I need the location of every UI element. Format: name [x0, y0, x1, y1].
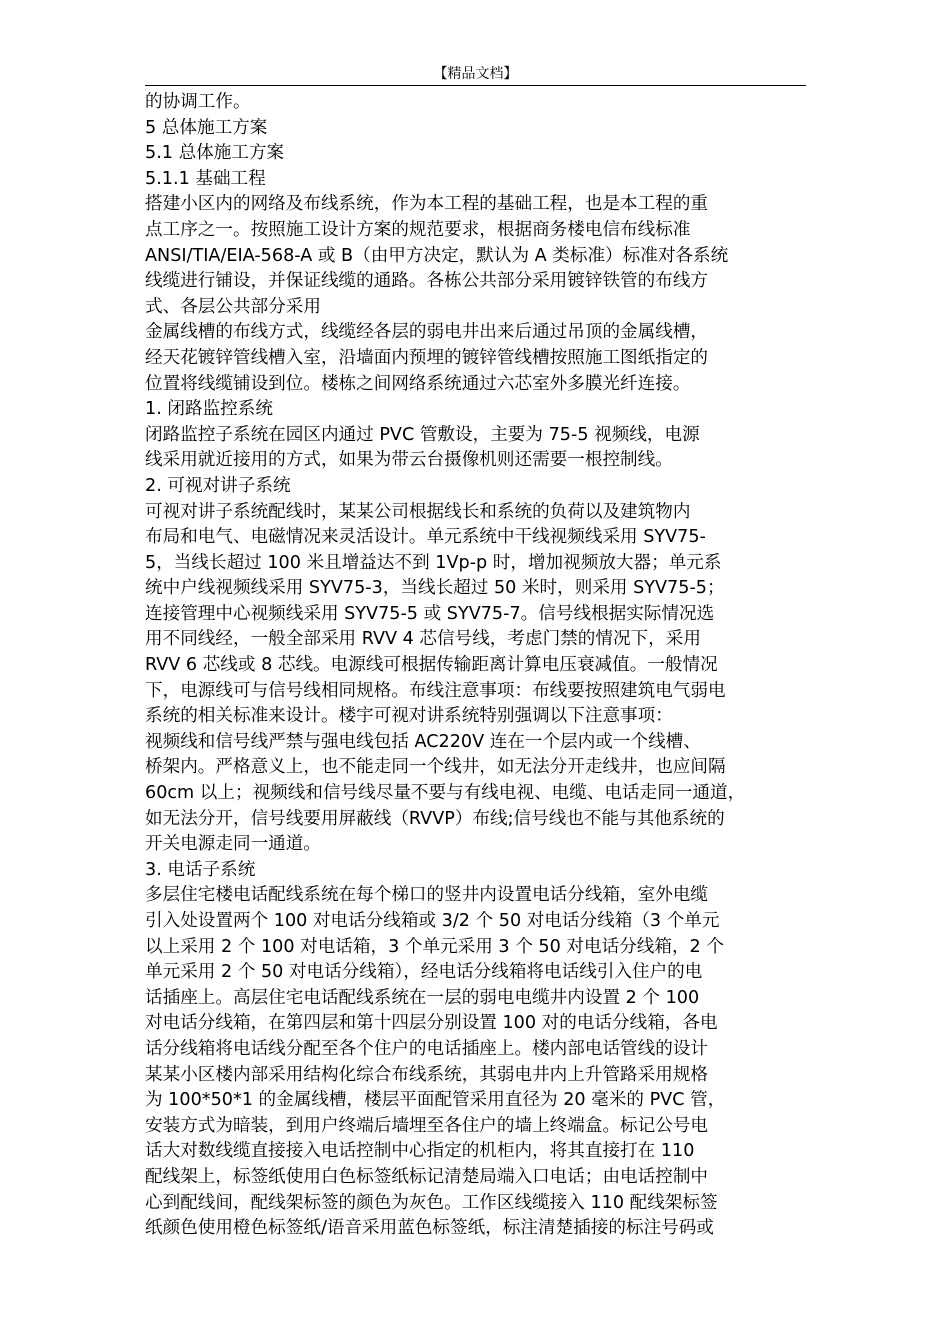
- text-line: 的协调工作。: [145, 92, 251, 112]
- text-line: 统中户线视频线采用 SYV75-3，当线长超过 50 米时，则采用 SYV75-5；: [145, 578, 725, 599]
- section-heading: 3. 电话子系统: [145, 859, 256, 880]
- text-line: 搭建小区内的网络及布线系统，作为本工程的基础工程，也是本工程的重: [145, 194, 709, 215]
- text-line: 式、各层公共部分采用: [145, 296, 321, 317]
- section-heading: 1. 闭路监控系统: [145, 399, 273, 420]
- text-line: 线缆进行铺设，并保证线缆的通路。各栋公共部分采用镀锌铁管的布线方: [145, 271, 709, 292]
- text-line: 以上采用 2 个 100 对电话箱，3 个单元采用 3 个 50 对电话分线箱，2 个: [145, 936, 724, 957]
- text-line: RVV 6 芯线或 8 芯线。电源线可根据传输距离计算电压衰减值。一般情况: [145, 655, 718, 676]
- text-line: 配线架上，标签纸使用白色标签纸标记清楚局端入口电话；由电话控制中: [145, 1166, 709, 1187]
- text-line: 下，电源线可与信号线相同规格。布线注意事项：布线要按照建筑电气弱电: [145, 680, 726, 701]
- text-line: 多层住宅楼电话配线系统在每个梯口的竖井内设置电话分线箱，室外电缆: [145, 885, 709, 906]
- document-body: [145, 90, 809, 1242]
- page-header: 【精品文档】: [433, 66, 518, 82]
- section-heading: 5.1.1 基础工程: [145, 168, 266, 189]
- text-line: 话分线箱将电话线分配至各个住户的电话插座上。楼内部电话管线的设计: [145, 1038, 709, 1059]
- text-line: 连接管理中心视频线采用 SYV75-5 或 SYV75-7。信号线根据实际情况选: [145, 603, 715, 624]
- text-line: 可视对讲子系统配线时，某某公司根据线长和系统的负荷以及建筑物内: [145, 501, 691, 522]
- text-line: 纸颜色使用橙色标签纸/语音采用蓝色标签纸，标注清楚插接的标注号码或: [145, 1218, 714, 1239]
- text-line: 引入处设置两个 100 对电话分线箱或 3/2 个 50 对电话分线箱（3 个单元: [145, 911, 720, 931]
- text-line: 安装方式为暗装，到用户终端后墙埋至各住户的墙上终端盒。标记公号电: [145, 1115, 709, 1136]
- section-heading: 5 总体施工方案: [145, 117, 268, 138]
- text-line: 闭路监控子系统在园区内通过 PVC 管敷设，主要为 75-5 视频线，电源: [145, 424, 700, 445]
- text-line: 点工序之一。按照施工设计方案的规范要求，根据商务楼电信布线标准: [145, 219, 691, 240]
- text-line: 单元采用 2 个 50 对电话分线箱），经电话分线箱将电话线引入住户的电: [145, 962, 703, 983]
- text-line: 话插座上。高层住宅电话配线系统在一层的弱电电缆井内设置 2 个 100: [145, 987, 700, 1008]
- text-line: 经天花镀锌管线槽入室，沿墙面内预埋的镀锌管线槽按照施工图纸指定的: [145, 347, 709, 368]
- text-line: 为 100*50*1 的金属线槽，楼层平面配管采用直径为 20 毫米的 PVC 管，: [145, 1090, 726, 1111]
- text-line: 心到配线间，配线架标签的颜色为灰色。工作区线缆接入 110 配线架标签: [145, 1192, 718, 1213]
- text-line: 5，当线长超过 100 米且增益达不到 1Vp-p 时，增加视频放大器；单元系: [145, 552, 722, 573]
- text-line: 桥架内。严格意义上，也不能走同一个线井，如无法分开走线井，也应间隔: [145, 757, 726, 778]
- text-line: 布局和电气、电磁情况来灵活设计。单元系统中干线视频线采用 SYV75-: [145, 527, 706, 548]
- text-line: 某某小区楼内部采用结构化综合布线系统，其弱电井内上升管路采用规格: [145, 1064, 709, 1085]
- header-divider: [145, 85, 806, 86]
- text-line: 如无法分开，信号线要用屏蔽线（RVVP）布线;信号线也不能与其他系统的: [145, 808, 725, 829]
- text-line: 系统的相关标准来设计。楼宇可视对讲系统特别强调以下注意事项：: [145, 706, 673, 727]
- text-line: 视频线和信号线严禁与强电线包括 AC220V 连在一个层内或一个线槽、: [145, 731, 701, 752]
- section-heading: 2. 可视对讲子系统: [145, 475, 291, 496]
- text-line: 金属线槽的布线方式，线缆经各层的弱电井出来后通过吊顶的金属线槽，: [145, 322, 709, 343]
- text-line: 对电话分线箱，在第四层和第十四层分别设置 100 对的电话分线箱，各电: [145, 1013, 718, 1034]
- text-line: 开关电源走同一通道。: [145, 834, 321, 855]
- text-line: 60cm 以上；视频线和信号线尽量不要与有线电视、电缆、电话走同一通道，: [145, 783, 746, 804]
- text-line: 用不同线经，一般全部采用 RVV 4 芯信号线，考虑门禁的情况下，采用: [145, 629, 701, 650]
- text-line: 位置将线缆铺设到位。楼栋之间网络系统通过六芯室外多膜光纤连接。: [145, 373, 691, 394]
- section-heading: 5.1 总体施工方案: [145, 143, 285, 164]
- text-line: 话大对数线缆直接接入电话控制中心指定的机柜内，将其直接打在 110: [145, 1141, 695, 1162]
- text-line: ANSI/TIA/EIA-568-A 或 B（由甲方决定，默认为 A 类标准）标准对各系统: [145, 245, 729, 266]
- text-line: 线采用就近接用的方式，如果为带云台摄像机则还需要一根控制线。: [145, 450, 673, 471]
